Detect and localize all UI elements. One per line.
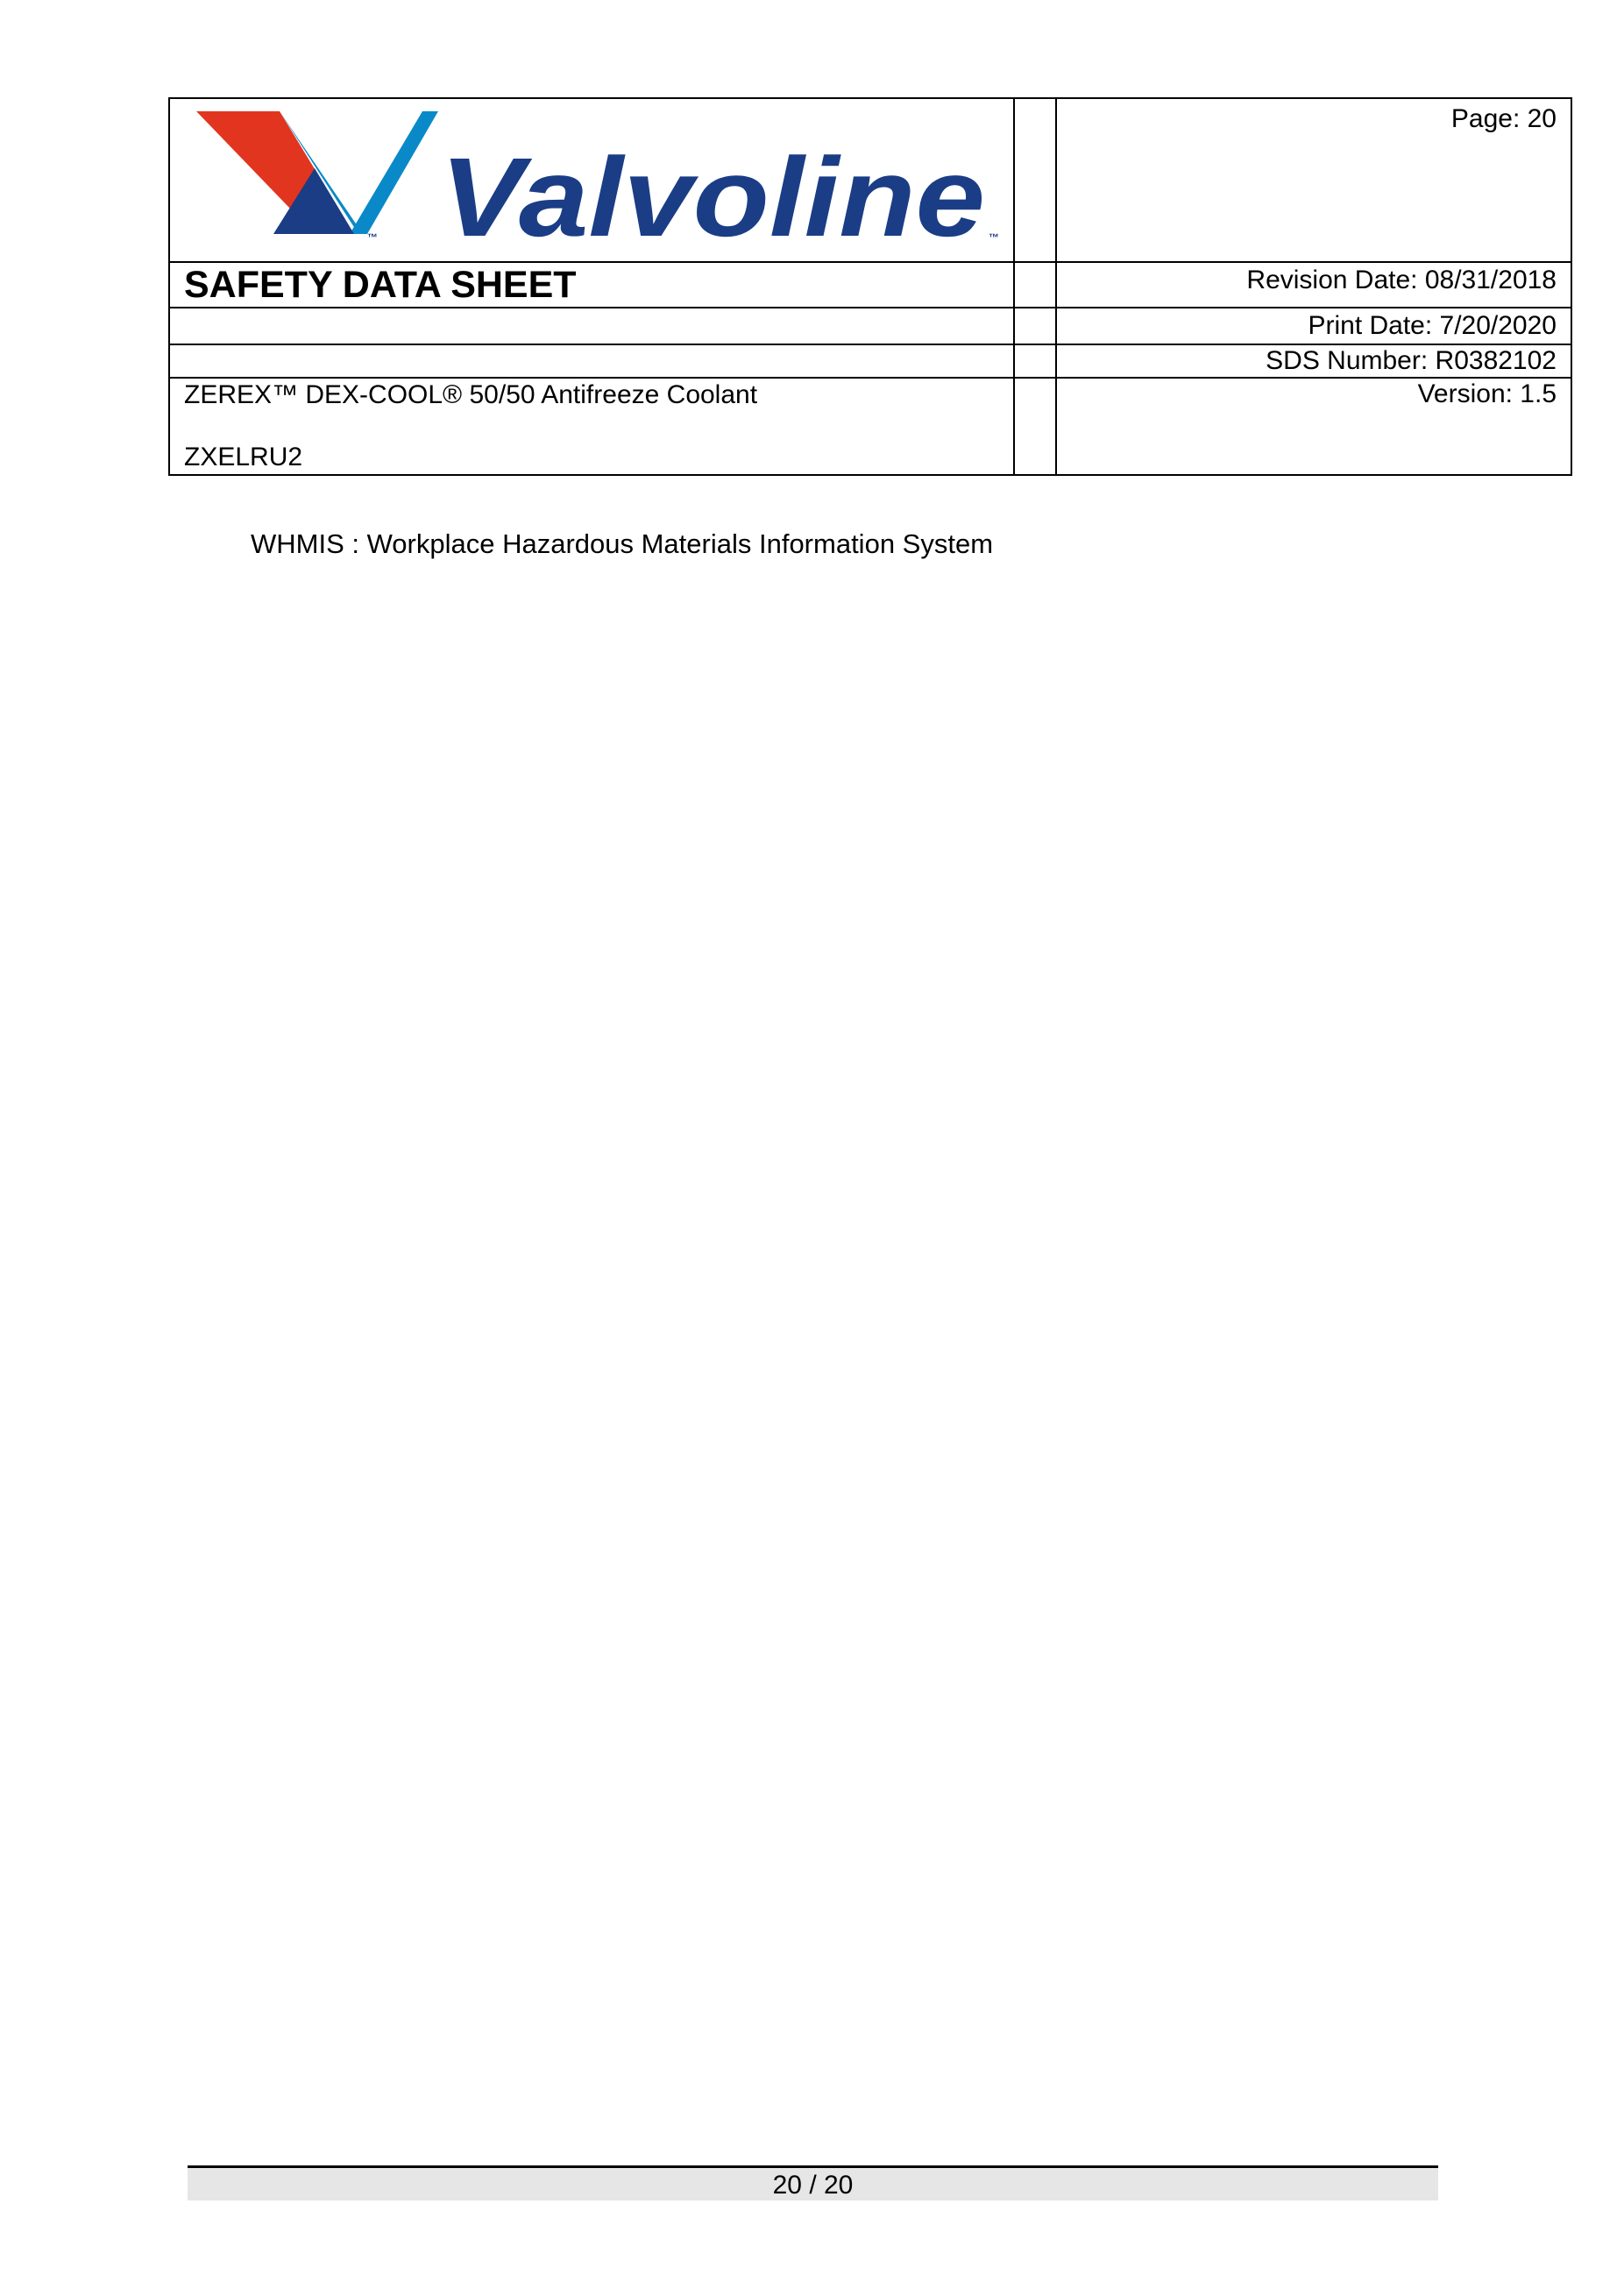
page-label: Page: 20 [1450, 104, 1557, 133]
header-spacer-cell [1014, 344, 1056, 378]
product-cell [169, 378, 1014, 475]
revision-date: Revision Date: 08/31/2018 [1056, 262, 1571, 308]
logo-wordmark: Valvoline [440, 135, 985, 257]
version: Version: 1.5 [1056, 378, 1571, 475]
header-empty-cell [169, 308, 1014, 344]
document-title: SAFETY DATA SHEET [169, 262, 1014, 308]
footer-page-counter: 20 / 20 [188, 2168, 1438, 2200]
logo-cell [169, 98, 1014, 262]
header-spacer-cell [1014, 262, 1056, 308]
valvoline-logo [196, 103, 1011, 257]
logo-v-light-blue-main [350, 111, 438, 234]
sds-header-table [168, 97, 1572, 476]
print-date: Print Date: 7/20/2020 [1056, 308, 1571, 344]
header-spacer-cell [1014, 378, 1056, 475]
product-code: ZXELRU2 [184, 443, 303, 471]
sds-number: SDS Number: R0382102 [1056, 344, 1571, 378]
logo-tm-left: ™ [367, 231, 378, 244]
whmis-definition: WHMIS : Workplace Hazardous Materials Information System [251, 528, 994, 559]
header-empty-cell [169, 344, 1014, 378]
product-name: ZEREX™ DEX-COOL® 50/50 Antifreeze Coolant [184, 380, 758, 409]
header-spacer-cell [1014, 98, 1056, 262]
logo-tm-right: ™ [989, 231, 999, 244]
page-number-cell [1056, 98, 1571, 262]
header-spacer-cell [1014, 308, 1056, 344]
